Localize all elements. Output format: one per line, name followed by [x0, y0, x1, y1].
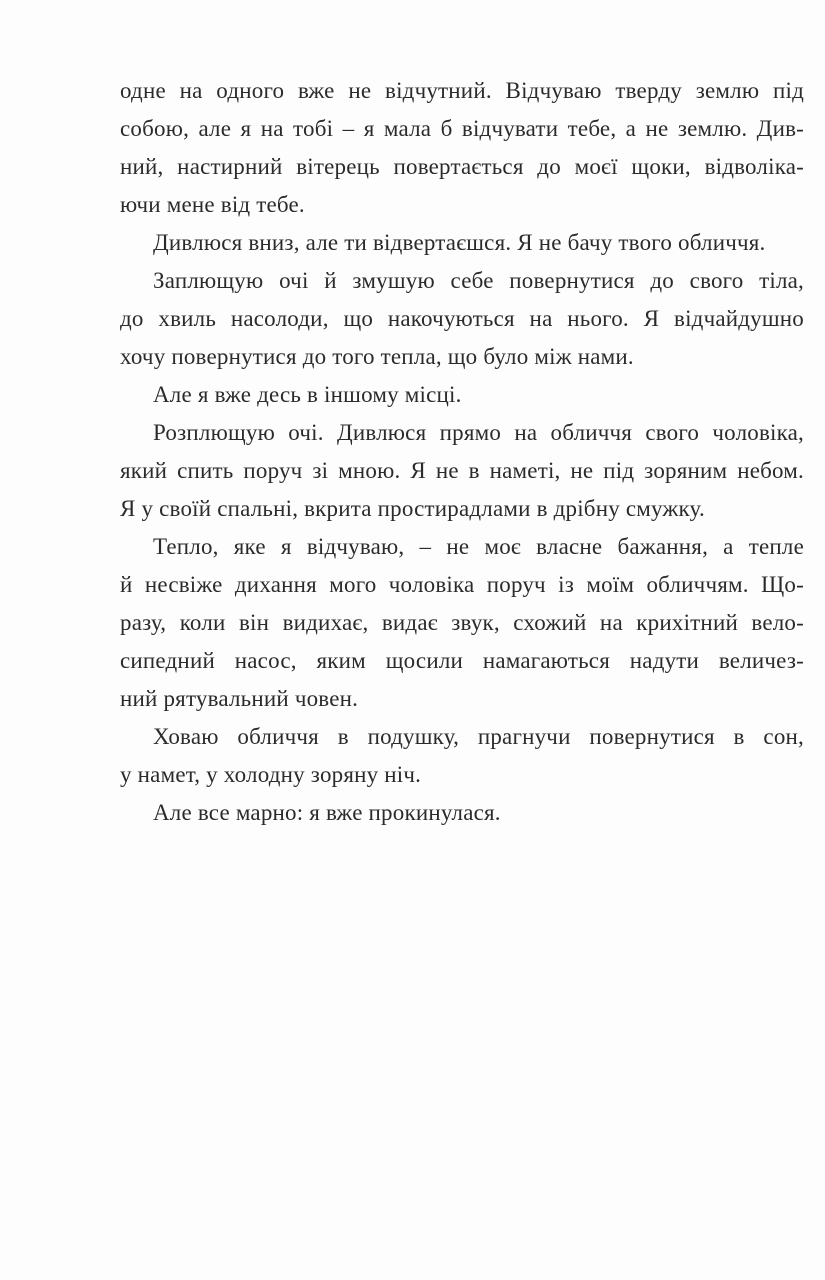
text-line: у намет, у холодну зоряну ніч.: [120, 762, 422, 787]
text-line: ючи мене від тебе.: [120, 192, 305, 217]
text-line: й несвіже дихання мого чоловіка поруч із моїм обличчям. Що-: [120, 572, 804, 597]
text-line: сипедний насос, яким щосили намагаються надути величез-: [120, 648, 804, 673]
text-line: який спить поруч зі мною. Я не в наметі, не під зоряним небом.: [120, 458, 804, 483]
text-line: Ховаю обличчя в подушку, прагнучи повернутися в сон,: [153, 724, 804, 749]
text-line: Розплющую очі. Дивлюся прямо на обличчя свого чоловіка,: [153, 420, 804, 445]
text-line: Я у своїй спальні, вкрита простирадлами в дрібну смужку.: [120, 496, 705, 521]
text-line: разу, коли він видихає, видає звук, схожий на крихітний вело-: [120, 610, 804, 635]
text-line: Але я вже десь в іншому місці.: [153, 382, 462, 407]
text-line: хочу повернутися до того тепла, що було між нами.: [120, 344, 634, 369]
text-line: до хвиль насолоди, що накочуються на нього. Я відчайдушно: [120, 306, 804, 331]
page-text-block: [120, 72, 804, 832]
text-line: Але все марно: я вже прокинулася.: [153, 800, 501, 825]
text-line: одне на одного вже не відчутний. Відчуваю тверду землю під: [120, 78, 804, 103]
text-line: ний, настирний вітерець повертається до моєї щоки, відволіка-: [120, 154, 804, 179]
text-line: собою, але я на тобі – я мала б відчувати тебе, а не землю. Див-: [120, 116, 804, 141]
text-line: ний рятувальний човен.: [120, 686, 359, 711]
text-line: Заплющую очі й змушую себе повернутися до свого тіла,: [153, 268, 804, 293]
text-line: Дивлюся вниз, але ти відвертаєшся. Я не бачу твого обличчя.: [153, 230, 766, 255]
text-line: Тепло, яке я відчуваю, – не моє власне бажання, а тепле: [153, 534, 804, 559]
